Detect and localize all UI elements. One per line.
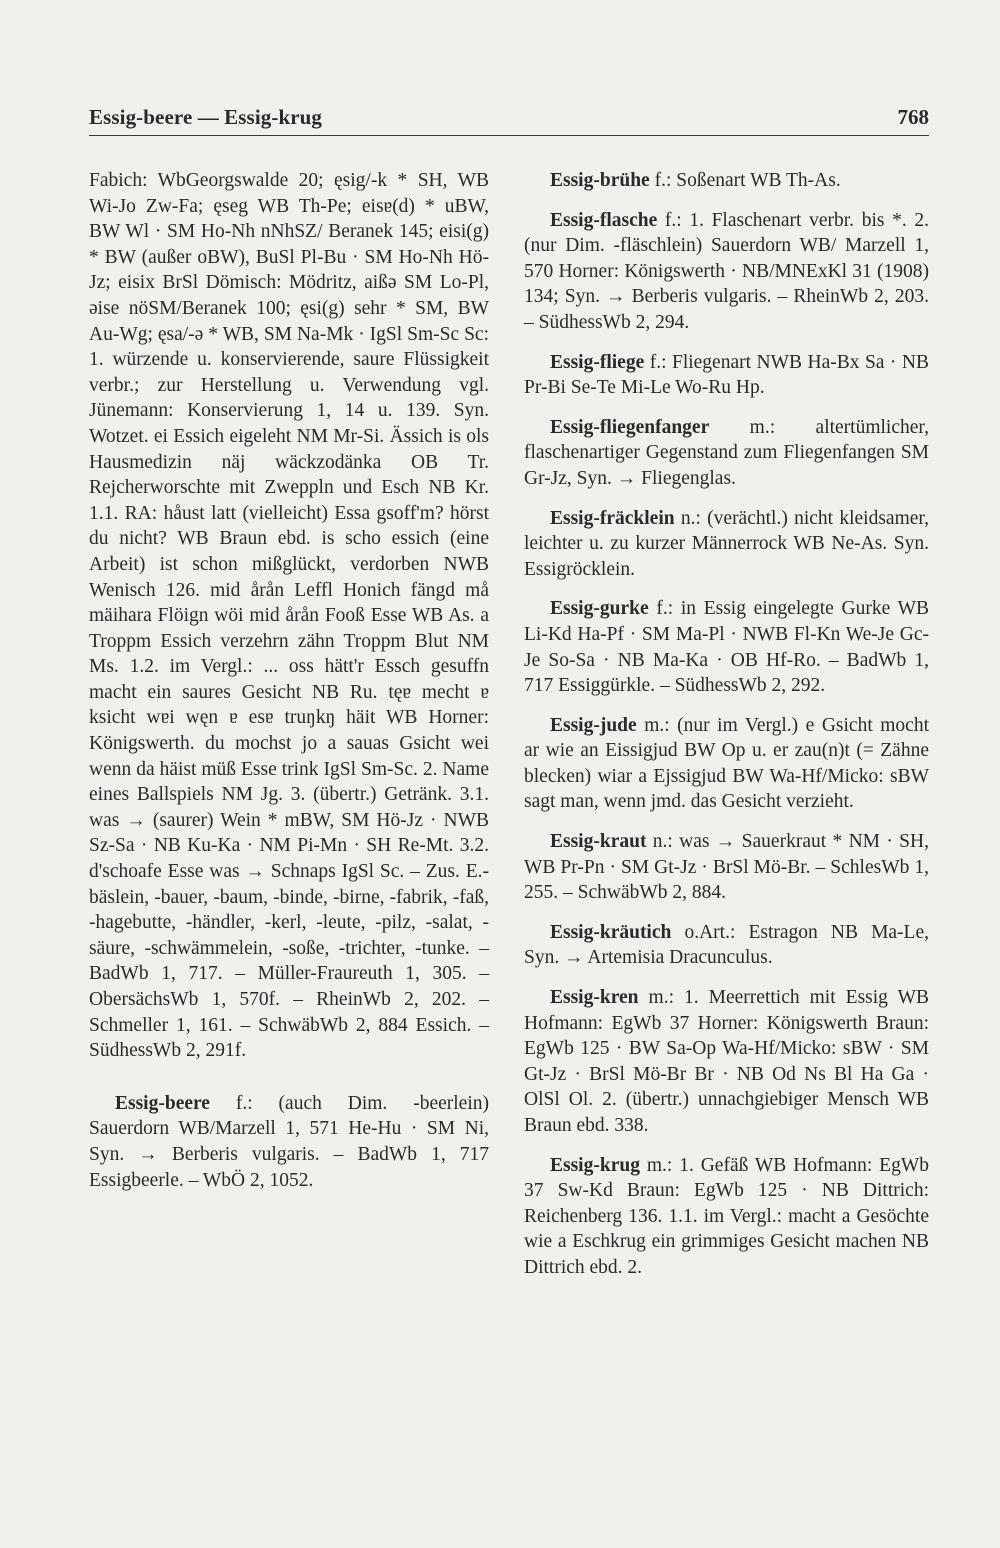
entry-text: n.: was → Sauerkraut * NM · SH, WB Pr-Pn · SM Gt-Jz · BrSl Mö-Br. – SchlesWb 1, 255. – SchwäbWb 2, 884. (524, 831, 929, 904)
entry-essig-kraeutich (524, 920, 929, 971)
running-header (89, 103, 929, 136)
entry-essig-kren (524, 985, 929, 1139)
header-title: Essig-beere — Essig-krug (89, 105, 323, 129)
entry-text: m.: 1. Meerrettich mit Essig WB Hofmann: EgWb 37 Horner: Königswerth Braun: EgWb 125 · BW Sa-Op Wa-Hf/Micko: sBW · SM Gt-Jz · BrSl Mö-Br Br · NB Od Ns Bl Ha Ga · OlSl Ol. 2. (übertr.) unnachgiebiger Mensch WB Braun ebd. 338. (524, 987, 929, 1136)
entry-headword: Essig-krug (550, 1154, 640, 1176)
page-number: 768 (897, 105, 929, 129)
entry-essig-flasche (524, 208, 929, 336)
entry-text: m.: (nur im Vergl.) e Gsicht mocht ar wie an Eissigjud BW Op u. er zau(n)t (= Zähne blecken) wiar a Ejssigjud BW Wa-Hf/Micko: sBW sagt man, wenn jmd. das Gesicht verzieht. (524, 714, 929, 813)
entry-text: f.: (auch Dim. -beerlein) Sauerdorn WB/Marzell 1, 571 He-Hu · SM Ni, Syn. → Berberis vulgaris. – BadWb 1, 717 Essigbeerle. – WbÖ 2, 1052. (89, 1092, 489, 1191)
left-column (89, 168, 489, 1207)
entry-headword: Essig-beere (115, 1092, 210, 1114)
entry-headword: Essig-kräutich (550, 921, 672, 943)
entry-headword: Essig-gurke (550, 598, 649, 620)
entry-essig-jude (524, 713, 929, 815)
entry-headword: Essig-kraut (550, 831, 647, 853)
entry-text: f.: Fliegenart NWB Ha-Bx Sa · NB Pr-Bi Se-Te Mi-Le Wo-Ru Hp. (524, 351, 929, 399)
entry-headword: Essig-jude (550, 714, 637, 736)
entry-text: m.: altertümlicher, flaschenartiger Gegenstand zum Fliegenfangen SM Gr-Jz, Syn. → Fliegenglas. (524, 416, 929, 489)
entry-essig-fraecklein (524, 506, 929, 583)
entry-text: o.Art.: Estragon NB Ma-Le, Syn. → Artemisia Dracunculus. (524, 921, 929, 969)
entry-headword: Essig-fliegenfanger (550, 416, 710, 438)
entry-text: m.: 1. Gefäß WB Hofmann: EgWb 37 Sw-Kd Braun: EgWb 125 · NB Dittrich: Reichenberg 136. 1.1. im Vergl.: macht a Gesöchte wie a Eschkrug ein grimmiges Gesicht machen NB Dittrich ebd. 2. (524, 1154, 929, 1278)
entry-headword: Essig-brühe (550, 170, 650, 191)
entry-headword: Essig-fliege (550, 351, 645, 373)
entry-essig-gurke (524, 596, 929, 698)
entry-essig-kraut (524, 829, 929, 906)
entry-essig-fliegenfanger (524, 415, 929, 492)
entry-text: f.: in Essig eingelegte Gurke WB Li-Kd Ha-Pf · SM Ma-Pl · NWB Fl-Kn We-Je Gc-Je So-Sa · NB Ma-Ka · OB Hf-Ro. – BadWb 1, 717 Essiggürkle. – SüdhessWb 2, 292. (524, 598, 929, 697)
entry-essig-beere (89, 1091, 489, 1193)
entry-essig-krug (524, 1153, 929, 1281)
entry-text: Fabich: WbGeorgswalde 20; ęsig/-k * SH, WB Wi-Jo Zw-Fa; ęseg WB Th-Pe; eisɐ(d) * uBW, BW Wl · SM Ho-Nh nNhSZ/ Beranek 145; eisi(g) * BW (außer oBW), BuSl Pl-Bu · SM Ho-Nh Hö-Jz; eisix BrSl Dömisch: Mödritz, aißə SM Lo-Pl, əise nöSM/Beranek 100; ęsi(g) sehr * SM, BW Au-Wg; ęsa/-ə * WB, SM Na-Mk · IgSl Sm-Sc Sc: 1. würzende u. konservierende, saure Flüssigkeit verbr.; zur Herstellung u. Verwendung vgl. Jünemann: Konservierung 1, 14 u. 139. Syn. Wotzet. ei Essich eigeleht NM Mr-Si. Ässich is ols Hausmedizin näj wäckzodänka OB Tr. Rejcherworschte mit Zweppln und Esch NB Kr. 1.1. RA: håust latt (vielleicht) Essa gsoff'm? hörst du nicht? WB Braun ebd. is scho essich (eine Arbeit) ist schon mißglückt, verdorben NWB Wenisch 126. mid årån Leffl Honich fängd må mäihara Flöign wöi mid årån Fooß Esse WB As. a Troppm Essich verzehrn zähn Troppm Blut NM Ms. 1.2. im Vergl.: ... oss hätt'r Essch gesuffn macht ein saures Gesicht NB Ru. tęɐ mecht ɐ ksicht wɐi węn ɐ esɐ truŋkŋ häit WB Horner: Königswerth. du mochst jo a sauas Gsicht wei wenn da häist müß Esse trink IgSl Sm-Sc. 2. Name eines Ballspiels NM Jg. 3. (übertr.) Getränk. 3.1. was → (saurer) Wein * mBW, SM Hö-Jz · NWB Sz-Sa · NB Ku-Ka · NM Pi-Mn · SH Re-Mt. 3.2. d'schoafe Esse was → Schnaps IgSl Sc. – Zus. E.-bäslein, -bauer, -baum, -binde, -birne, -fabrik, -faß, -hagebutte, -händler, -kerl, -leute, -pilz, -salat, -säure, -schwämmelein, -soße, -trichter, -tunke. – BadWb 1, 717. – Müller-Fraureuth 1, 305. – ObersächsWb 1, 570f. – RheinWb 2, 202. – Schmeller 1, 161. – SchwäbWb 2, 884 Essich. – SüdhessWb 2, 291f. (89, 170, 489, 1062)
entry-essig-continued (89, 168, 489, 1064)
entry-essig-fliege (524, 350, 929, 401)
right-column (524, 168, 929, 1295)
entry-headword: Essig-kren (550, 987, 639, 1009)
entry-essig-bruehe (524, 168, 929, 194)
entry-text: n.: (verächtl.) nicht kleidsamer, leichter u. zu kurzer Männerrock WB Ne-As. Syn. Essigröcklein. (524, 507, 929, 580)
entry-text: f.: Soßenart WB Th-As. (649, 170, 841, 191)
entry-headword: Essig-flasche (550, 209, 658, 231)
entry-headword: Essig-fräcklein (550, 507, 675, 529)
entry-text: f.: 1. Flaschenart verbr. bis *. 2. (nur Dim. -fläschlein) Sauerdorn WB/ Marzell 1, 570 Horner: Königswerth · NB/MNExKl 31 (1908) 134; Syn. → Berberis vulgaris. – RheinWb 2, 203. – SüdhessWb 2, 294. (524, 209, 929, 333)
